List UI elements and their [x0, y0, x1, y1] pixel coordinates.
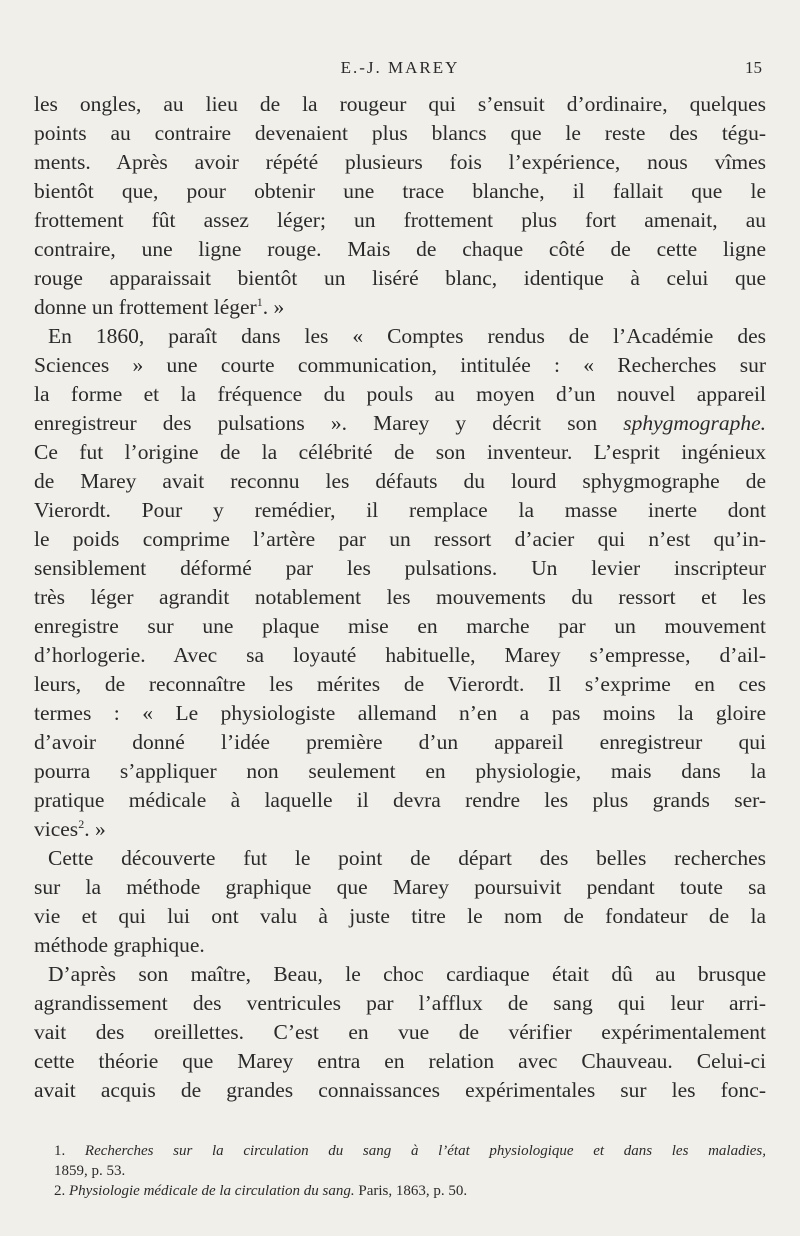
text-line: agrandissement des ventricules par l’afflux de sang qui leur arri-	[34, 991, 766, 1015]
italic-term: sphygmographe.	[623, 411, 766, 435]
running-head-author: E.-J. MAREY	[340, 58, 460, 77]
text-line: avait acquis de grandes connaissances expérimentales sur les fonc-	[34, 1078, 766, 1102]
text-line: ments. Après avoir répété plusieurs fois l’expérience, nous vîmes	[34, 150, 766, 174]
text-line: termes : « Le physiologiste allemand n’en a pas moins la gloire	[34, 701, 766, 725]
running-head	[34, 58, 766, 86]
text-line: pourra s’appliquer non seulement en physiologie, mais dans la	[34, 759, 766, 783]
paragraph-2	[34, 322, 766, 844]
text-line: leurs, de reconnaître les mérites de Vierordt. Il s’exprime en ces	[34, 672, 766, 696]
text-line: Ce fut l’origine de la célébrité de son inventeur. L’esprit ingénieux	[34, 440, 766, 464]
text-fragment: . »	[262, 295, 285, 319]
text-line: contraire, une ligne rouge. Mais de chaque côté de cette ligne	[34, 237, 766, 261]
text-line: sensiblement déformé par les pulsations. Un levier inscripteur	[34, 556, 766, 580]
body-text	[34, 90, 766, 1105]
text-line: En 1860, paraît dans les « Comptes rendus de l’Académie des	[48, 324, 766, 348]
footnote-number: 2.	[54, 1183, 66, 1199]
text-line	[34, 293, 766, 322]
paragraph-4	[34, 960, 766, 1105]
text-line: les ongles, au lieu de la rougeur qui s’ensuit d’ordinaire, quelques	[34, 92, 766, 116]
text-line	[34, 409, 766, 438]
footnote-title: Physiologie médicale de la circulation du sang.	[69, 1183, 355, 1199]
footnote-ref-2: 2	[78, 816, 85, 831]
text-fragment: donne un frottement léger	[34, 295, 257, 319]
page-number: 15	[745, 58, 762, 77]
footnote-number: 1.	[54, 1143, 66, 1159]
footnote-title: Recherches sur la circulation du sang à l’état physiologique et dans les maladies,	[84, 1143, 766, 1159]
text-line	[34, 815, 766, 844]
text-line: vie et qui lui ont valu à juste titre le nom de fondateur de la	[34, 904, 766, 928]
text-line: cette théorie que Marey entra en relation avec Chauveau. Celui-ci	[34, 1049, 766, 1073]
text-line: Sciences » une courte communication, intitulée : « Recherches sur	[34, 353, 766, 377]
text-line: très léger agrandit notablement les mouvements du ressort et les	[34, 585, 766, 609]
text-line: sur la méthode graphique que Marey poursuivit pendant toute sa	[34, 875, 766, 899]
text-line: la forme et la fréquence du pouls au moyen d’un nouvel appareil	[34, 382, 766, 406]
text-line: vait des oreillettes. C’est en vue de vérifier expérimentalement	[34, 1020, 766, 1044]
text-line: bientôt que, pour obtenir une trace blanche, il fallait que le	[34, 179, 766, 203]
text-line: enregistre sur une plaque mise en marche par un mouvement	[34, 614, 766, 638]
text-line: points au contraire devenaient plus blancs que le reste des tégu-	[34, 121, 766, 145]
text-line: D’après son maître, Beau, le choc cardiaque était dû au brusque	[48, 962, 766, 986]
paragraph-1	[34, 90, 766, 322]
text-line: rouge apparaissait bientôt un liséré blanc, identique à celui que	[34, 266, 766, 290]
text-line: d’avoir donné l’idée première d’un appareil enregistreur qui	[34, 730, 766, 754]
text-fragment: enregistreur des pulsations ». Marey y décrit son	[34, 411, 624, 435]
text-line: méthode graphique.	[34, 933, 205, 957]
text-line: Vierordt. Pour y remédier, il remplace la masse inerte dont	[34, 498, 766, 522]
text-line: frottement fût assez léger; un frottement plus fort amenait, au	[34, 208, 766, 232]
footnote-ref-1: 1	[256, 294, 263, 309]
footnote-2	[54, 1181, 766, 1201]
paragraph-3	[34, 844, 766, 960]
text-fragment: vices	[34, 817, 79, 841]
text-line: Cette découverte fut le point de départ des belles recherches	[48, 846, 766, 870]
footnote-1	[54, 1141, 766, 1161]
text-line: d’horlogerie. Avec sa loyauté habituelle, Marey s’empresse, d’ail-	[34, 643, 766, 667]
text-line: pratique médicale à laquelle il devra rendre les plus grands ser-	[34, 788, 766, 812]
footnote-details: Paris, 1863, p. 50.	[354, 1183, 468, 1199]
text-line: le poids comprime l’artère par un ressort d’acier qui n’est qu’in-	[34, 527, 766, 551]
footnotes	[54, 1141, 766, 1201]
footnote-1-continuation: 1859, p. 53.	[54, 1163, 126, 1179]
text-fragment: . »	[84, 817, 106, 841]
text-line: de Marey avait reconnu les défauts du lourd sphygmographe de	[34, 469, 766, 493]
